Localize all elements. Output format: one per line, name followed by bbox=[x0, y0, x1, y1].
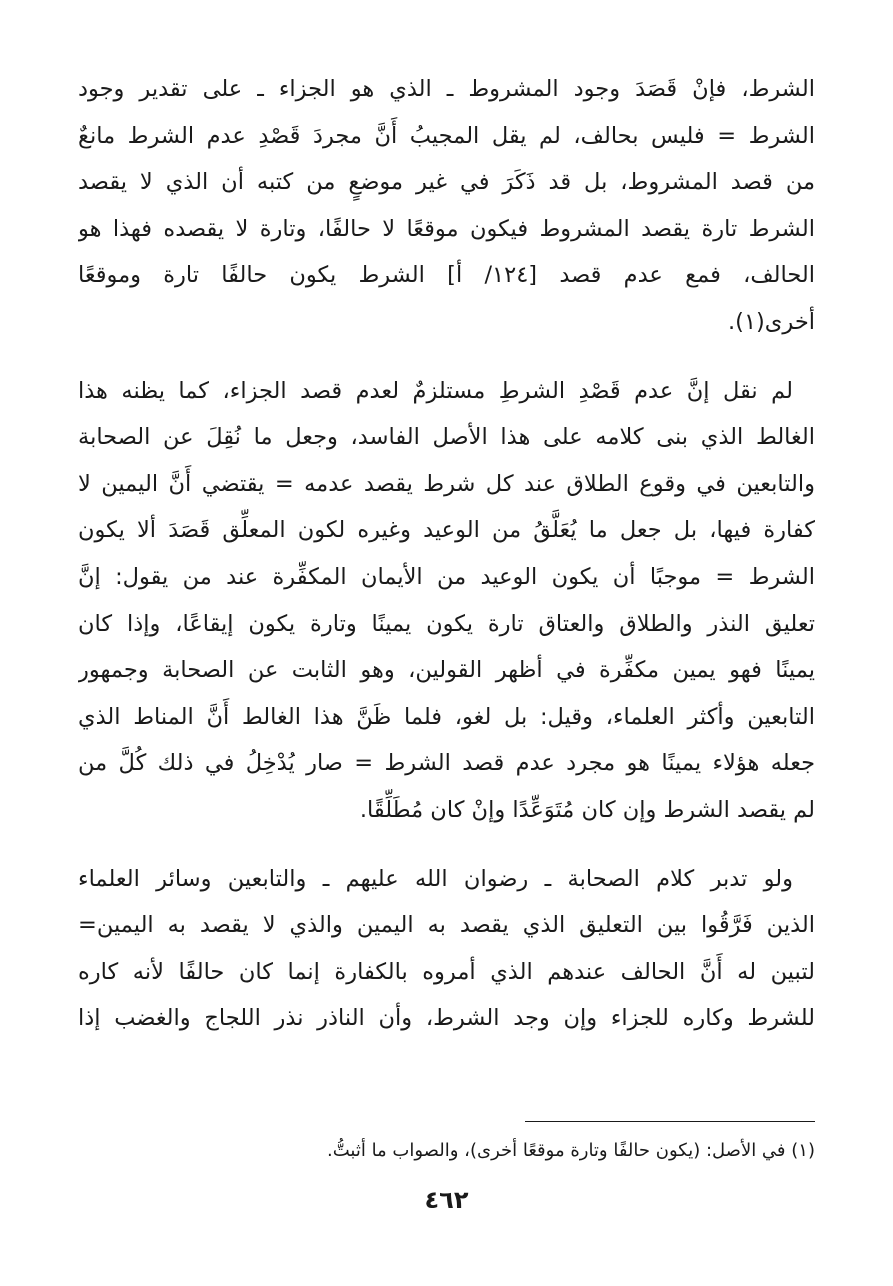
text-line: جعله هؤلاء يمينًا هو مجرد عدم قصد الشرط = صار يُدْخِلُ في ذلك كُلَّ من bbox=[78, 750, 815, 777]
text-line: الشرط = موجبًا أن يكون الوعيد من الأيمان المكفِّرة عند من يقول: إنَّ bbox=[78, 563, 815, 590]
text-line: الشرط، فإنْ قَصَدَ وجود المشروط ـ الذي هو الجزاء ـ على تقدير وجود bbox=[78, 76, 815, 102]
footnote: (١) في الأصل: (يكون حالفًا وتارة موقعًا أخرى)، والصواب ما أثبتُّ. bbox=[327, 1140, 815, 1161]
text-line: لتبين له أَنَّ الحالف عندهم الذي أمروه بالكفارة إنما كان حالفًا لأنه كاره bbox=[78, 958, 815, 985]
text-line: الشرط = فليس بحالف، لم يقل المجيبُ أَنَّ مجردَ قَصْدِ عدم الشرط مانعٌ bbox=[78, 122, 815, 149]
text-line: لم نقل إنَّ عدم قَصْدِ الشرطِ مستلزمٌ لعدم قصد الجزاء، كما يظنه هذا bbox=[78, 377, 793, 404]
page-number: ٤٦٢ bbox=[424, 1186, 469, 1214]
paragraph-2 bbox=[78, 368, 815, 834]
text-line: يمينًا فهو يمين مكفِّرة في أظهر القولين، وهو الثابت عن الصحابة وجمهور bbox=[78, 657, 815, 684]
text-line: الشرط تارة يقصد المشروط فيكون موقعًا لا حالفًا، وتارة لا يقصده فهذا هو bbox=[78, 215, 815, 242]
paragraph-1 bbox=[78, 66, 815, 346]
text-line: لم يقصد الشرط وإن كان مُتَوَعِّدًا وإنْ كان مُطَلِّقًا. bbox=[359, 796, 815, 823]
text-line: من قصد المشروط، بل قد ذَكَرَ في غير موضعٍ من كتبه أن الذي لا يقصد bbox=[78, 169, 815, 196]
text-line: أخرى(١). bbox=[728, 308, 815, 335]
paragraph-3 bbox=[78, 856, 815, 1042]
text-line: تعليق النذر والطلاق والعتاق تارة يكون يمينًا وتارة يكون إيقاعًا، وإذا كان bbox=[78, 610, 815, 637]
text-line: الذين فَرَّقُوا بين التعليق الذي يقصد به اليمين والذي لا يقصد به اليمين= bbox=[78, 912, 815, 939]
footnote-divider bbox=[525, 1121, 815, 1122]
text-line: للشرط وكاره للجزاء وإن وجد الشرط، وأن الناذر نذر اللجاج والغضب إذا bbox=[78, 1005, 815, 1032]
text-line: التابعين وأكثر العلماء، وقيل: بل لغو، فلما ظَنَّ هذا الغالط أَنَّ المناط الذي bbox=[78, 703, 815, 730]
text-line: والتابعين في وقوع الطلاق عند كل شرط يقصد عدمه = يقتضي أَنَّ اليمين لا bbox=[78, 470, 815, 497]
text-line: كفارة فيها، بل جعل ما يُعَلَّقُ من الوعيد وغيره لكون المعلِّق قَصَدَ ألا يكون bbox=[78, 517, 815, 544]
text-line: الحالف، فمع عدم قصد [١٢٤/ أ] الشرط يكون حالفًا تارة وموقعًا bbox=[78, 262, 815, 289]
text-line: ولو تدبر كلام الصحابة ـ رضوان الله عليهم ـ والتابعين وسائر العلماء bbox=[78, 865, 793, 892]
main-text bbox=[78, 66, 815, 1042]
text-line: الغالط الذي بنى كلامه على هذا الأصل الفاسد، وجعل ما نُقِلَ عن الصحابة bbox=[78, 424, 815, 451]
